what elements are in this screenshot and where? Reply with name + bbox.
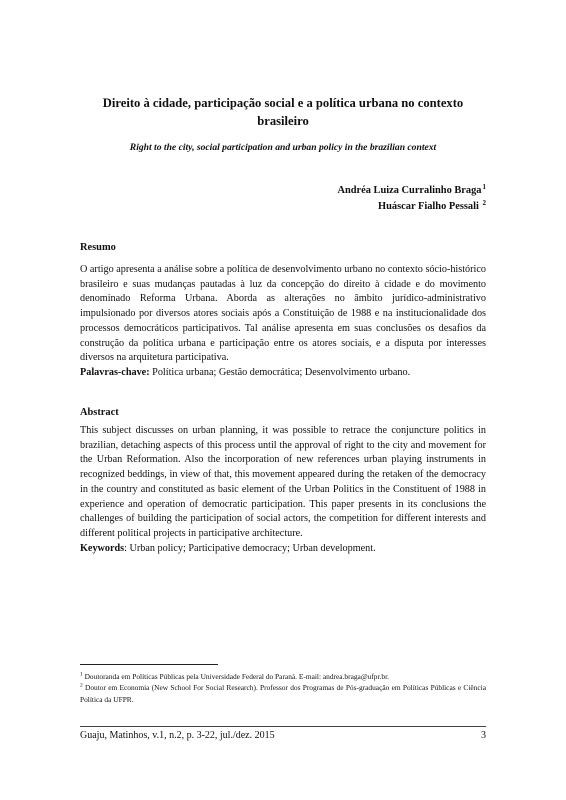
author-2-footnote-mark: 2: [482, 198, 486, 207]
page-number: 3: [481, 730, 486, 741]
resumo-keywords-label: Palavras-chave:: [80, 366, 150, 378]
author-1: [186, 183, 486, 199]
abstract-heading: Abstract: [80, 407, 119, 418]
resumo-keywords: [80, 366, 486, 381]
article-subtitle-english: Right to the city, social participation and urban policy in the brazilian context: [129, 142, 437, 153]
footer-divider: [80, 726, 486, 727]
footnote-2: [80, 682, 486, 705]
abstract-text: This subject discusses on urban planning, it was possible to retrace the conjuncture politics in brazilian, detaching aspects of this process until the approval of right to the city and movement for the Urban Reformation. Also the incorporation of new references urban playing instruments in recognized beddings, in view of that, this movement appeared during the retaken of the democracy in the country and constituted as basic element of the Urban Politics in the Constituent of 1988 in experience and operation of democratic participation. This paper presents in its conclusions the challenges of building the participation of social actors, the competition for different interests and different political projects in participative architecture.: [80, 425, 486, 539]
resumo-text: O artigo apresenta a análise sobre a política de desenvolvimento urbano no contexto sócio-histórico brasileiro e suas mudanças pautadas à luz da concepção do direito à cidade e do movimento denominado Reforma Urbana. Aborda as alterações no âmbito jurídico-administrativo impulsionado por diversos atores sociais após a Constituição de 1988 e na institucionalidade dos processos democráticos participativos. Tal análise apresenta em suas conclusões os desafios da construção da política urbana e participação entre os atores sociais, e a disputa por interesses diversos na arquitetura participativa.: [80, 264, 486, 364]
footnotes: [80, 671, 486, 705]
author-2-name: Huáscar Fialho Pessali: [378, 201, 479, 212]
footnote-divider: [80, 664, 218, 665]
footnote-1-text: Doutoranda em Políticas Públicas pela Universidade Federal do Paraná. E-mail: andrea.braga@ufpr.br.: [82, 672, 389, 681]
footnote-2-mark: 2: [80, 682, 83, 689]
author-list: [186, 183, 486, 215]
abstract-keywords-list: : Urban policy; Participative democracy; Urban development.: [124, 542, 376, 554]
footnote-1-mark: 1: [80, 671, 83, 678]
abstract-keywords-label: Keywords: [80, 542, 125, 554]
author-1-footnote-mark: 1: [482, 182, 486, 191]
article-title: Direito à cidade, participação social e a política urbana no contexto brasileiro: [102, 96, 464, 128]
resumo-keywords-list: Política urbana; Gestão democrática; Desenvolvimento urbano.: [149, 366, 411, 378]
author-1-name: Andréa Luiza Curralinho Braga: [337, 185, 482, 196]
footnote-2-text: Doutor em Economia (New School For Social Research). Professor dos Programas de Pós-graduação em Políticas Públicas e Ciência Política da UFPR.: [80, 683, 486, 704]
resumo-section: [80, 263, 486, 381]
journal-citation: Guaju, Matinhos, v.1, n.2, p. 3-22, jul./dez. 2015: [80, 730, 275, 741]
abstract-keywords: [80, 542, 486, 557]
footnote-1: [80, 671, 486, 682]
resumo-heading: Resumo: [80, 242, 116, 253]
author-2: [186, 199, 486, 215]
abstract-section: [80, 424, 486, 556]
